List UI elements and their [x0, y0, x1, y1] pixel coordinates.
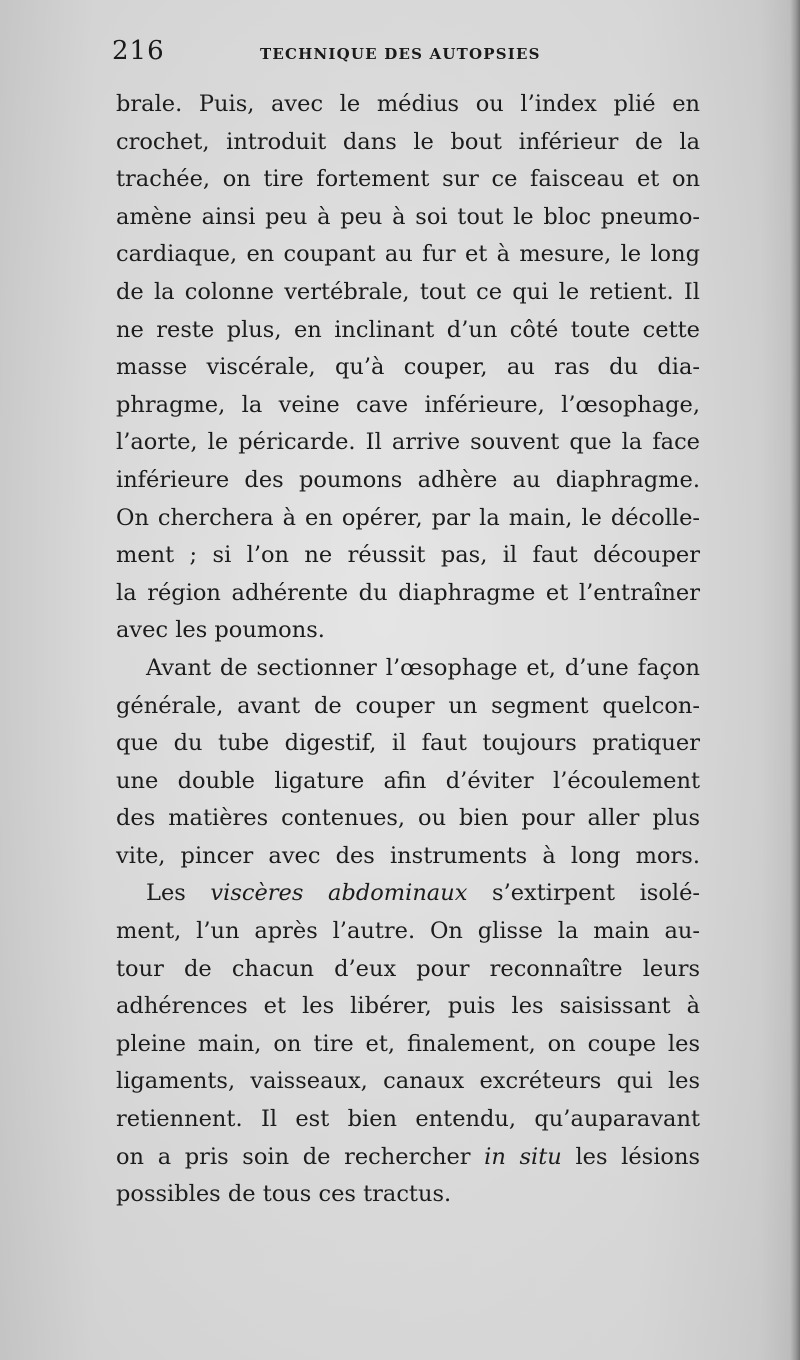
- text-segment: s’extirpent isolé-: [467, 880, 700, 907]
- text-line: ment, l’un après l’autre. On glisse la main au-: [116, 918, 700, 945]
- text-line: une double ligature afin d’éviter l’écoulement: [116, 767, 700, 794]
- body-text: [116, 86, 700, 1214]
- text-line: possibles de tous ces tractus.: [116, 1181, 452, 1208]
- text-line: adhérences et les libérer, puis les saisissant à: [116, 993, 700, 1020]
- text-line: vite, pincer avec des instruments à long mors.: [116, 842, 700, 869]
- text-line: inférieure des poumons adhère au diaphragme.: [116, 466, 700, 493]
- text-line: ment ; si l’on ne réussit pas, il faut découper: [116, 542, 700, 569]
- text-line: pleine main, on tire et, finalement, on coupe les: [116, 1030, 700, 1057]
- text-line: amène ainsi peu à peu à soi tout le bloc pneumo-: [116, 203, 700, 230]
- page-number: 216: [112, 36, 165, 66]
- text-line: avec les poumons.: [116, 617, 325, 644]
- text-segment: Les: [146, 880, 211, 907]
- text-line: brale. Puis, avec le médius ou l’index plié en: [116, 91, 700, 117]
- text-line: l’aorte, le péricarde. Il arrive souvent que la face: [116, 429, 700, 456]
- text-line: On cherchera à en opérer, par la main, le décolle-: [116, 504, 700, 531]
- text-line: tour de chacun d’eux pour reconnaître leurs: [116, 955, 700, 982]
- page-edge-shadow: [790, 0, 800, 1360]
- text-segment: on a pris soin de rechercher: [116, 1143, 485, 1170]
- text-line: générale, avant de couper un segment quelcon-: [116, 692, 700, 719]
- italic-term: viscères abdominaux: [210, 880, 468, 907]
- page-header: [112, 36, 700, 72]
- text-line: ligaments, vaisseaux, canaux excréteurs qui les: [116, 1068, 700, 1095]
- running-head: TECHNIQUE DES AUTOPSIES: [260, 45, 541, 63]
- text-line: trachée, on tire fortement sur ce faisceau et on: [116, 166, 700, 193]
- text-line: des matières contenues, ou bien pour aller plus: [116, 805, 700, 832]
- text-line: masse viscérale, qu’à couper, au ras du dia-: [116, 354, 700, 381]
- text-line: que du tube digestif, il faut toujours pratiquer: [116, 730, 700, 757]
- italic-term: in situ: [484, 1143, 562, 1170]
- text-line-with-italic: [116, 1139, 700, 1177]
- text-line: de la colonne vertébrale, tout ce qui le retient. Il: [116, 278, 700, 305]
- text-line: cardiaque, en coupant au fur et à mesure, le long: [116, 241, 700, 268]
- text-line: retiennent. Il est bien entendu, qu’auparavant: [116, 1106, 700, 1133]
- text-line: la région adhérente du diaphragme et l’entraîner: [116, 579, 700, 606]
- text-segment: les lésions: [561, 1143, 700, 1170]
- text-line: ne reste plus, en inclinant d’un côté toute cette: [116, 316, 700, 343]
- text-line-with-italic: [116, 875, 700, 913]
- text-line: crochet, introduit dans le bout inférieur de la: [116, 128, 700, 155]
- text-line: Avant de sectionner l’œsophage et, d’une façon: [146, 654, 700, 681]
- text-line: phragme, la veine cave inférieure, l’œsophage,: [116, 391, 700, 418]
